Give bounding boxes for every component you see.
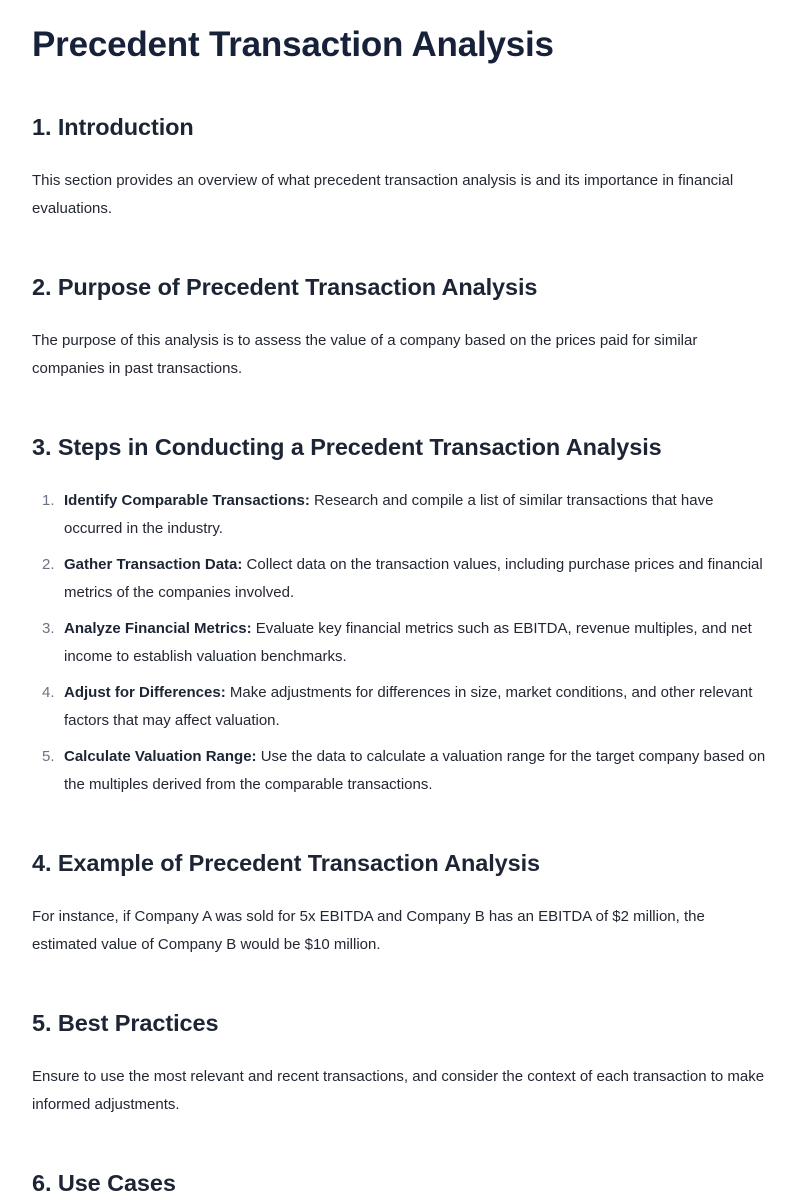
list-item-term: Analyze Financial Metrics: (64, 620, 252, 637)
list-item (32, 743, 768, 799)
section-body-purpose: The purpose of this analysis is to assess the value of a company based on the prices paid for similar companies in past transactions. (32, 332, 698, 377)
section-body-best-practices: Ensure to use the most relevant and recent transactions, and consider the context of each transaction to make informed adjustments. (32, 1068, 765, 1113)
list-item (32, 487, 768, 543)
steps-list (32, 462, 768, 799)
list-item-term: Calculate Valuation Range: (64, 748, 257, 765)
section-heading-purpose: 2. Purpose of Precedent Transaction Analysis (32, 274, 538, 300)
list-item-text: Research and compile a list of similar transactions that have occurred in the industry. (64, 492, 714, 537)
list-item-term: Identify Comparable Transactions: (64, 492, 310, 509)
list-item-text: Make adjustments for differences in size, market conditions, and other relevant factors that may affect valuation. (64, 684, 753, 729)
list-item-number: 3. (42, 620, 55, 637)
section-heading-steps: 3. Steps in Conducting a Precedent Transaction Analysis (32, 434, 662, 460)
section-purpose (32, 272, 768, 383)
section-heading-introduction: 1. Introduction (32, 114, 194, 140)
list-item-number: 5. (42, 748, 55, 765)
section-heading-best-practices: 5. Best Practices (32, 1010, 219, 1036)
list-item (32, 615, 768, 671)
list-item-number: 4. (42, 684, 55, 701)
section-body-introduction: This section provides an overview of what precedent transaction analysis is and its importance in financial evaluations. (32, 172, 734, 217)
list-item-term: Gather Transaction Data: (64, 556, 243, 573)
list-item-text: Collect data on the transaction values, including purchase prices and financial metrics of the companies involved. (64, 556, 763, 601)
list-item-text: Evaluate key financial metrics such as EBITDA, revenue multiples, and net income to establish valuation benchmarks. (64, 620, 752, 665)
section-body-example: For instance, if Company A was sold for 5x EBITDA and Company B has an EBITDA of $2 million, the estimated value of Company B would be $10 million. (32, 908, 705, 953)
section-steps (32, 432, 768, 807)
section-best-practices (32, 1008, 768, 1119)
section-heading-use-cases: 6. Use Cases (32, 1170, 176, 1196)
list-item (32, 551, 768, 607)
page-title: Precedent Transaction Analysis (32, 25, 554, 64)
list-item-text: Use the data to calculate a valuation range for the target company based on the multiples derived from the comparable transactions. (64, 748, 766, 793)
list-item-number: 1. (42, 492, 55, 509)
section-use-cases (32, 1168, 768, 1198)
section-heading-example: 4. Example of Precedent Transaction Analysis (32, 850, 541, 876)
list-item-number: 2. (42, 556, 55, 573)
list-item-term: Adjust for Differences: (64, 684, 226, 701)
list-item (32, 679, 768, 735)
section-introduction (32, 112, 768, 223)
section-example (32, 848, 768, 959)
